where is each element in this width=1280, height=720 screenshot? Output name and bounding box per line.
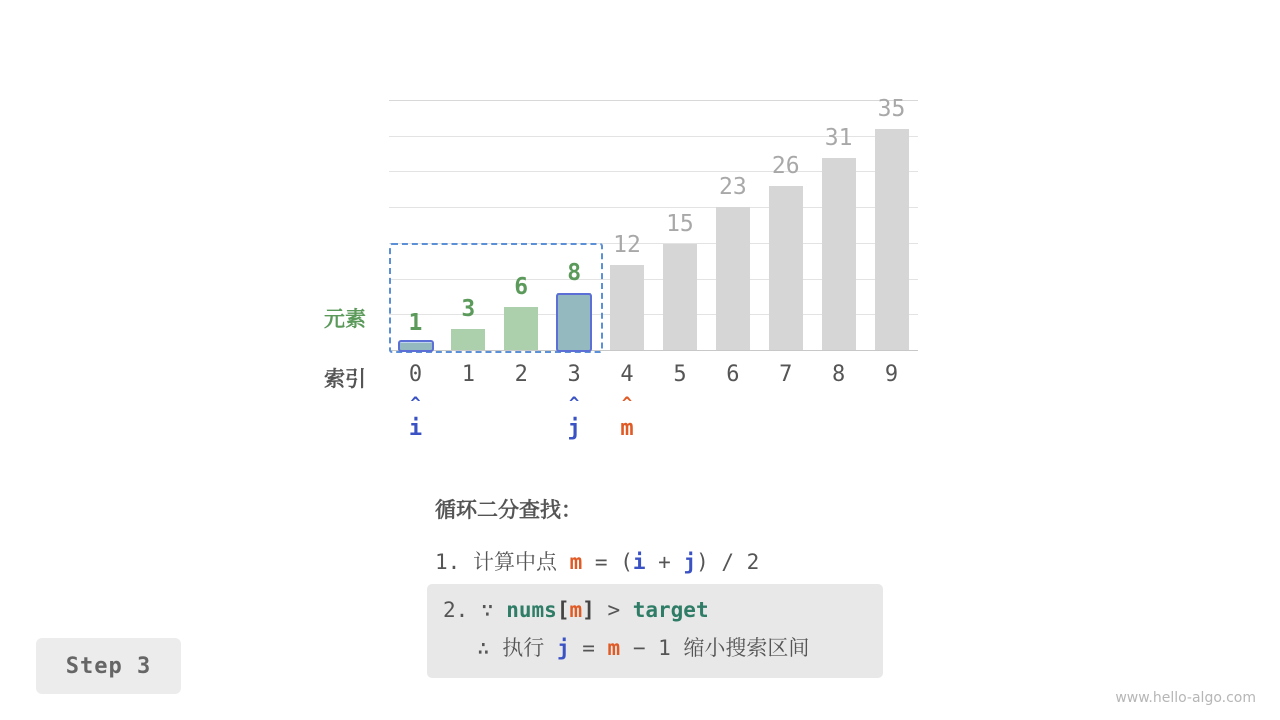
step3-therefore: ∴ 执行 [477, 636, 557, 660]
bar [769, 186, 803, 350]
bar-value-label: 23 [718, 174, 747, 200]
step2-var-m: m [569, 598, 583, 622]
step1-number: 1. [435, 550, 461, 574]
step1-var-m: m [569, 550, 583, 574]
step1-text: 计算中点 [472, 550, 570, 574]
step3-assign: = [569, 636, 608, 660]
bar-slot [865, 96, 918, 350]
step2-nums: nums [506, 598, 557, 622]
pointer-caret-j: ^ [569, 394, 580, 414]
index-cell: 9 [884, 362, 899, 387]
bar-slot [654, 100, 707, 350]
caption-title: 循环二分查找： [435, 498, 582, 522]
elements-row-label: 元素 [324, 307, 366, 331]
caption-step-3 [443, 632, 867, 662]
step2-bracket-open: [ [556, 598, 570, 622]
step3-var-j: j [556, 636, 570, 660]
pointer-label-j: j [567, 416, 581, 441]
left-pointer-bar-highlight [398, 340, 434, 352]
index-cell: 8 [832, 362, 846, 387]
caption-block [435, 494, 955, 660]
index-cell: 5 [673, 362, 687, 387]
step1-tail: ) / 2 [696, 550, 760, 574]
bar-slot [706, 100, 759, 350]
step2-target: target [632, 598, 709, 622]
step2-number: 2. [443, 598, 469, 622]
bar-value-label: 1 [408, 310, 423, 336]
step3-tail: 缩小搜索区间 [683, 636, 810, 660]
pointer-label-i: i [408, 416, 423, 441]
index-cell: 2 [514, 362, 528, 387]
bar [663, 244, 697, 350]
step2-because: ∵ [480, 598, 507, 622]
step1-var-j: j [683, 550, 697, 574]
pointer-row [389, 394, 918, 454]
index-cell: 6 [726, 362, 740, 387]
step-badge: Step 3 [36, 638, 181, 694]
pointer-caret-m: ^ [621, 394, 633, 414]
step1-plus: + [645, 550, 684, 574]
index-cell: 4 [620, 362, 634, 387]
bar-value-label: 3 [461, 296, 476, 322]
bar-slot [601, 100, 654, 350]
bar [875, 129, 909, 350]
step1-var-i: i [632, 550, 646, 574]
bar-slot [759, 100, 812, 350]
watermark: www.hello-algo.com [1115, 690, 1256, 706]
index-cell: 1 [461, 362, 475, 387]
step2-bracket-close: ] [582, 598, 595, 622]
step3-var-m: m [607, 636, 621, 660]
index-cell: 7 [779, 362, 793, 387]
index-cell: 3 [567, 362, 581, 387]
bar-value-label: 35 [877, 96, 906, 122]
bar-value-label: 15 [666, 211, 694, 237]
bar [610, 265, 644, 350]
step3-minus: − 1 [620, 636, 684, 660]
pointer-label-m: m [620, 416, 634, 441]
bar [822, 158, 856, 350]
caption-step-2 [443, 598, 867, 622]
midpoint-bar-highlight [556, 293, 592, 352]
step2-gt: > [594, 598, 633, 622]
bar-value-label: 8 [567, 260, 582, 286]
bar-value-label: 12 [613, 232, 641, 258]
caption-highlight-box [427, 584, 883, 678]
pointer-caret-i: ^ [410, 394, 421, 414]
bar [716, 207, 750, 350]
index-row [389, 362, 918, 390]
bar-value-label: 26 [771, 153, 800, 179]
bar-slot [812, 100, 865, 350]
step1-eq: = ( [582, 550, 633, 574]
bar-value-label: 6 [514, 274, 529, 300]
bar-value-label: 31 [824, 125, 853, 151]
index-cell: 0 [408, 362, 423, 387]
caption-step-1 [435, 546, 955, 576]
index-row-label: 索引 [324, 367, 366, 391]
